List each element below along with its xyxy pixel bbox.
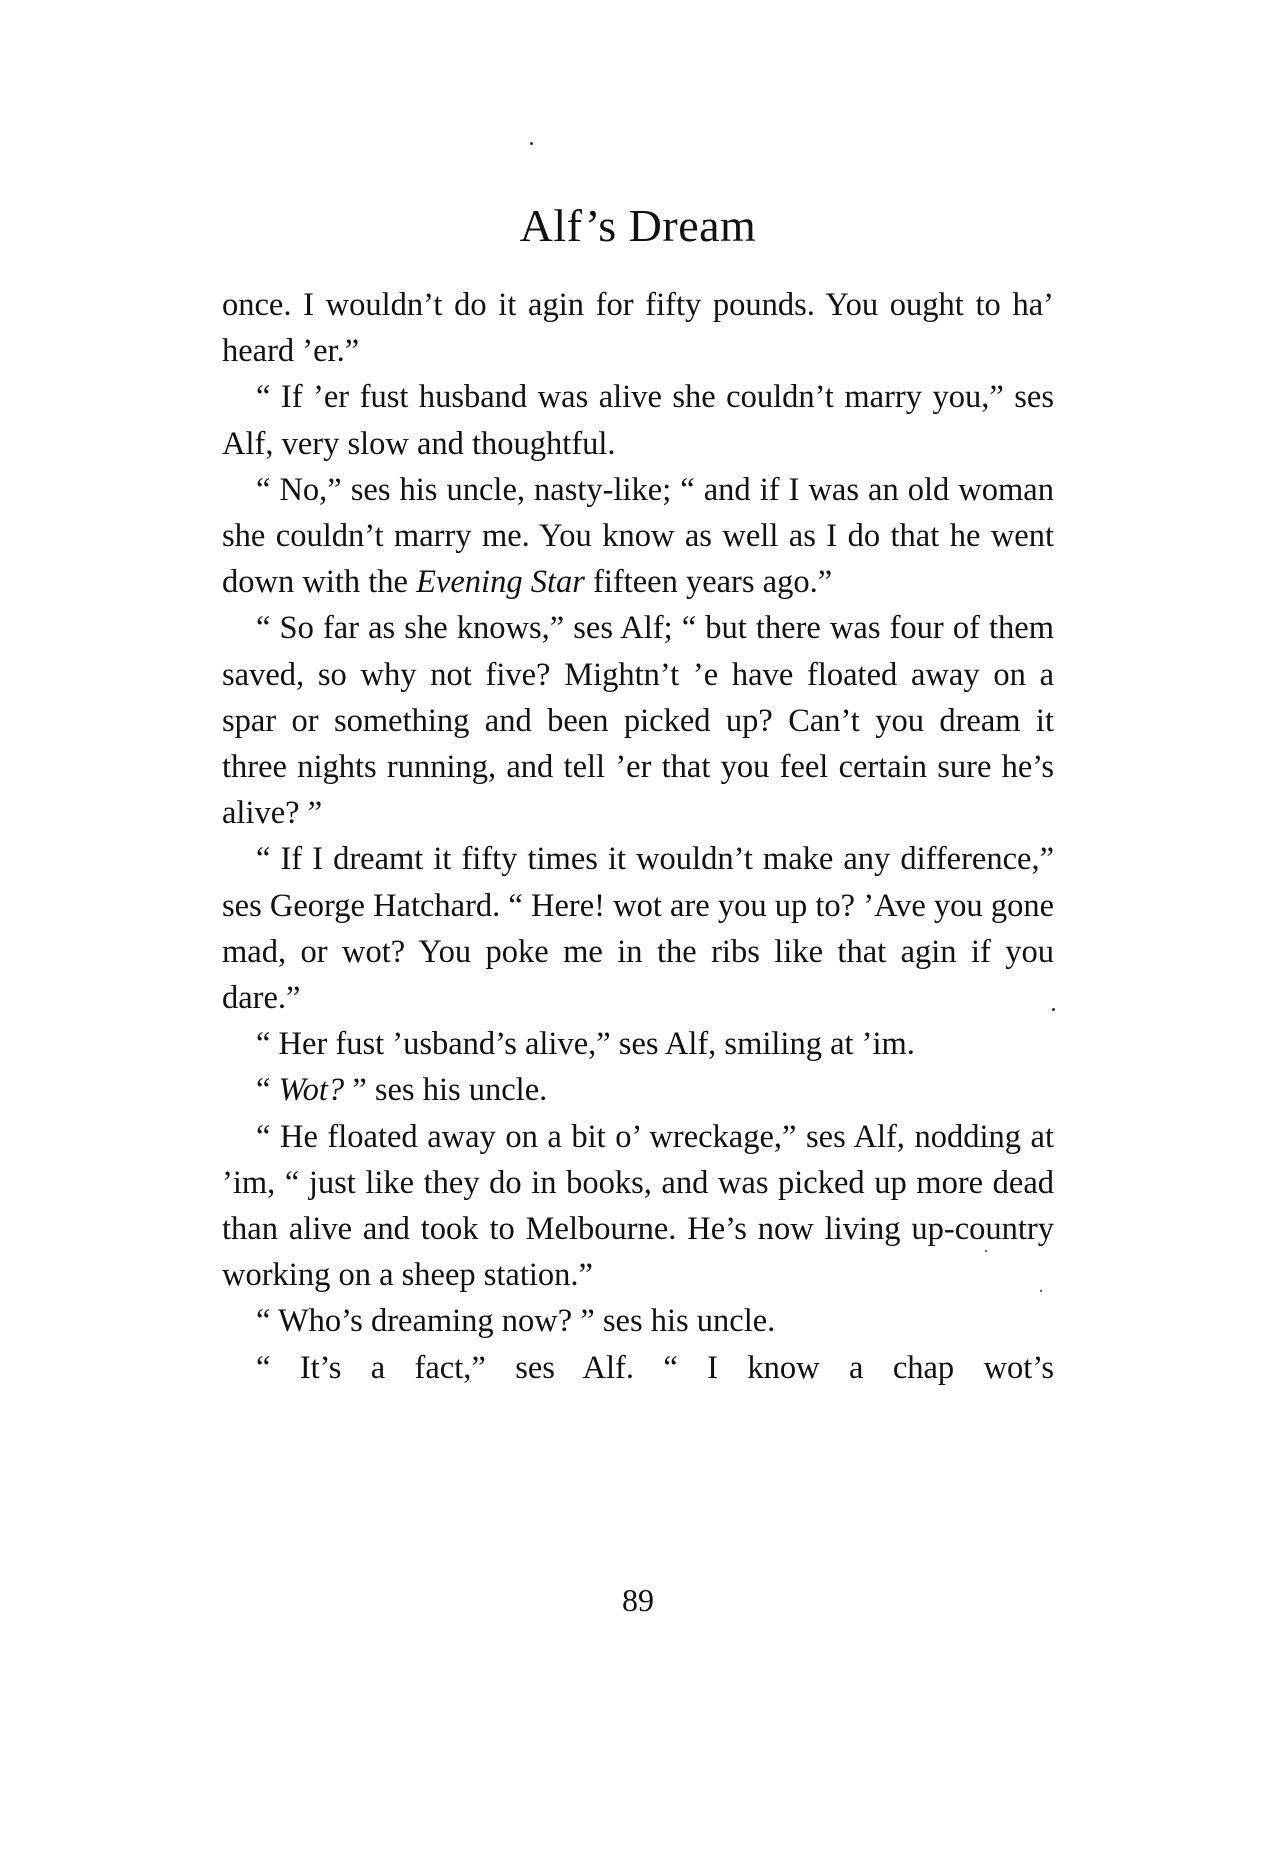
paragraph-text: “: [256, 1072, 279, 1109]
page-number: 89: [622, 1582, 654, 1618]
paragraph: “ He floated away on a bit o’ wreckage,” ses Alf, nodding at ’im, “ just like they do in books, and was picked up more dead than alive and took to Melbourne. He’s now living up-country working on a sheep station.”: [222, 1118, 1054, 1294]
print-speck: [530, 142, 533, 145]
emphasis: Wot?: [278, 1072, 345, 1109]
paragraph-text: ” ses his uncle.: [352, 1072, 548, 1109]
print-speck: [1040, 1290, 1042, 1292]
paragraph: “ Who’s dreaming now? ” ses his uncle.: [256, 1303, 776, 1340]
body-text: [222, 282, 1054, 1391]
print-speck: [985, 1250, 987, 1252]
paragraph: “ It’s a fact,” ses Alf. “ I know a chap wot’s: [256, 1349, 1054, 1386]
paragraph: “ If ’er fust husband was alive she couldn’t marry you,” ses Alf, very slow and thoughtful.: [222, 379, 1054, 462]
print-speck: [1052, 1008, 1055, 1011]
paragraph: “ If I dreamt it fifty times it wouldn’t make any difference,” ses George Hatchard. “ Here! wot are you up to? ’Ave you gone mad, or wot? You poke me in the ribs like that agin if you dare.”: [222, 841, 1054, 1017]
paragraph-text: fifteen years ago.”: [584, 564, 833, 601]
ship-name: Evening Star: [416, 564, 585, 601]
paragraph: [222, 1067, 1054, 1113]
paragraph-text: “ No,” ses his uncle, nasty-like; “ and if I was an old woman she couldn’t marry me. You know as well as I do that he went down with the: [222, 471, 1054, 601]
paragraph: “ So far as she knows,” ses Alf; “ but there was four of them saved, so why not five? Mightn’t ’e have floated away on a spar or something and been picked up? Can’t you dream it three nights running, and tell ’er that you feel certain sure he’s alive? ”: [222, 610, 1054, 832]
running-title: Alf’s Dream: [519, 200, 757, 251]
paragraph: “ Her fust ’usband’s alive,” ses Alf, smiling at ’im.: [256, 1026, 915, 1063]
paragraph: once. I wouldn’t do it agin for fifty pounds. You ought to ha’ heard ’er.”: [222, 287, 1054, 370]
paragraph: [222, 467, 1054, 606]
